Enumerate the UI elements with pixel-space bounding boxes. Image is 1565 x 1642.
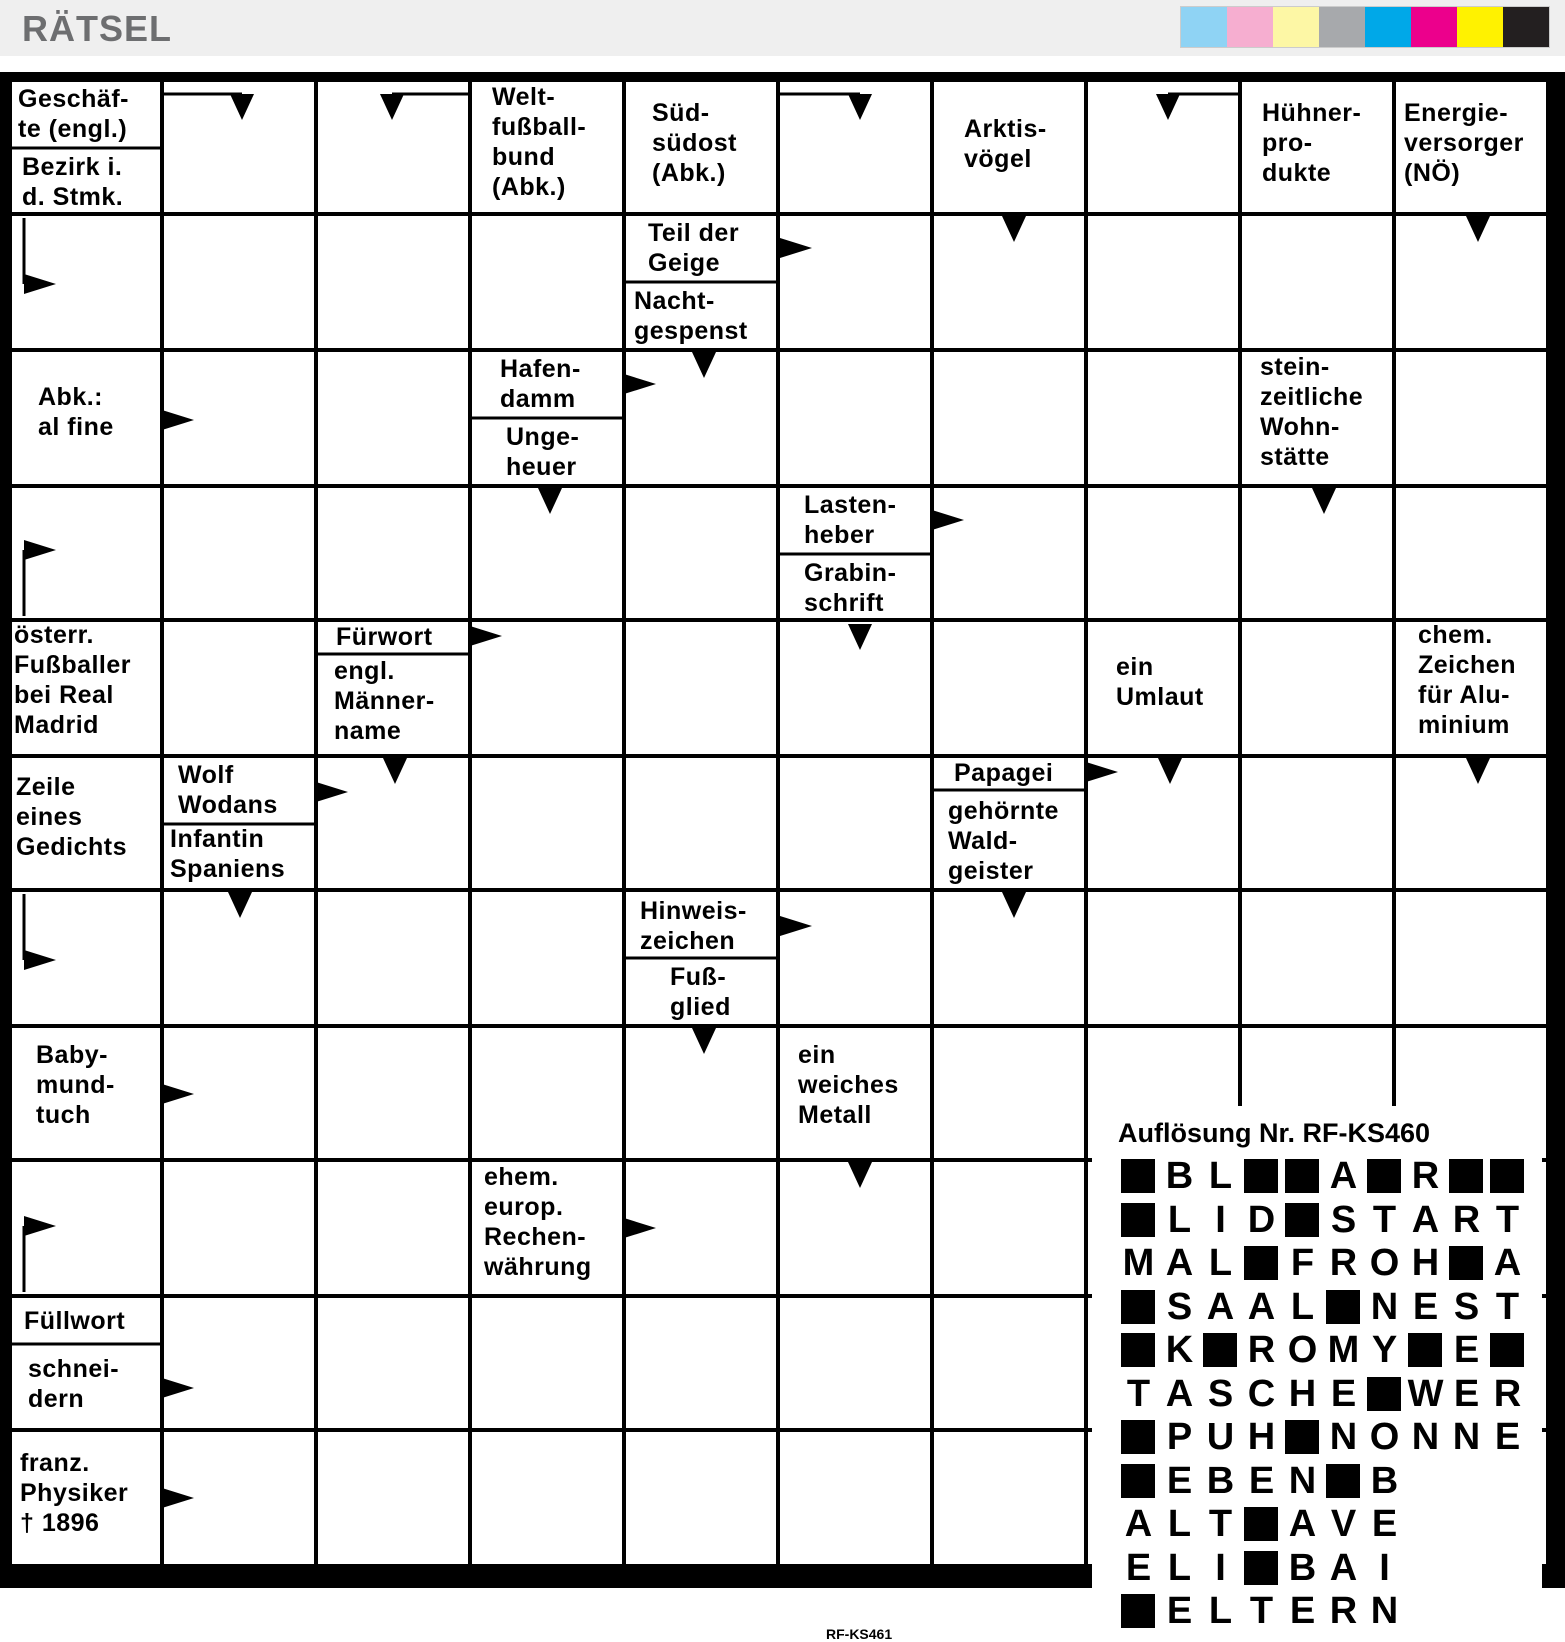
solution-letter: S — [1166, 1285, 1193, 1328]
solution-letter: R — [1411, 1155, 1440, 1197]
swatch-8 — [1503, 7, 1549, 47]
clue-infantin: Infantin Spaniens — [170, 825, 286, 883]
solution-black-cell — [1487, 1156, 1528, 1196]
solution-letter: K — [1165, 1329, 1194, 1371]
grid-cell — [318, 352, 468, 484]
solution-letter: B — [1165, 1155, 1194, 1197]
solution-letter: T — [1372, 1198, 1397, 1241]
clue-ungeheuer: Unge- heuer — [506, 423, 580, 481]
solution-letter: E — [1371, 1503, 1398, 1545]
clue-al-fine: Abk.: al fine — [38, 383, 114, 441]
swatch-4 — [1319, 7, 1365, 47]
solution-row — [1118, 1461, 1405, 1501]
clue-grabinschrift: Grabin- schrift — [804, 559, 897, 617]
solution-black-cell — [1118, 1330, 1159, 1370]
solution-letter: A — [1206, 1285, 1235, 1328]
solution-letter: O — [1369, 1416, 1400, 1458]
clue-suedsuedost: Süd- südost (Abk.) — [652, 99, 737, 187]
solution-black-cell — [1282, 1417, 1323, 1457]
grid-cell — [934, 1028, 1084, 1158]
grid-cell — [1088, 892, 1238, 1024]
grid-cell — [780, 1162, 930, 1294]
clue-zeile-gedicht: Zeile eines Gedichts — [16, 773, 127, 861]
clue-nachtgespenst: Nacht- gespenst — [634, 287, 748, 345]
solution-letter: L — [1208, 1155, 1233, 1197]
clue-waldgeister: gehörnte Wald- geister — [948, 797, 1059, 885]
grid-cell — [1396, 216, 1546, 348]
solution-letter: I — [1215, 1198, 1226, 1241]
solution-letter: H — [1411, 1242, 1440, 1284]
solution-letter: H — [1288, 1372, 1317, 1415]
solution-letter: T — [1495, 1198, 1520, 1241]
solution-letter: L — [1208, 1242, 1233, 1284]
solution-letter: A — [1411, 1198, 1440, 1241]
solution-letter: A — [1329, 1546, 1358, 1589]
solution-letter: E — [1494, 1416, 1521, 1458]
grid-cell — [1242, 622, 1392, 754]
solution-black-cell — [1241, 1243, 1282, 1283]
clue-huehnerprodukte: Hühner- pro- dukte — [1262, 99, 1362, 187]
grid-cell — [1088, 216, 1238, 348]
solution-letter: L — [1208, 1590, 1233, 1632]
solution-letter: E — [1248, 1459, 1275, 1502]
grid-cell — [626, 1298, 776, 1428]
solution-letter: A — [1329, 1155, 1358, 1197]
clue-fuerwort: Fürwort — [336, 623, 433, 651]
solution-letter: M — [1327, 1329, 1360, 1371]
solution-letter: L — [1290, 1285, 1315, 1328]
grid-cell — [164, 1298, 314, 1428]
solution-row — [1118, 1417, 1528, 1457]
solution-black-cell — [1241, 1156, 1282, 1196]
grid-cell — [1242, 892, 1392, 1024]
clue-fussglied: Fuß- glied — [670, 963, 731, 1021]
solution-letter: U — [1206, 1416, 1235, 1458]
solution-letter: E — [1453, 1329, 1480, 1371]
solution-black-cell — [1118, 1287, 1159, 1327]
grid-cell — [472, 758, 622, 888]
solution-row — [1118, 1200, 1528, 1240]
solution-letter: E — [1125, 1546, 1152, 1589]
grid-cell — [934, 216, 1084, 348]
crossword-grid — [0, 72, 1565, 1642]
solution-black-cell — [1241, 1548, 1282, 1588]
clue-papagei: Papagei — [954, 759, 1054, 787]
grid-cell — [1242, 758, 1392, 888]
solution-black-cell — [1118, 1417, 1159, 1457]
solution-black-cell — [1323, 1461, 1364, 1501]
solution-letter: R — [1329, 1590, 1358, 1632]
grid-cell — [626, 488, 776, 618]
solution-letter: T — [1249, 1590, 1274, 1632]
grid-cell — [1088, 758, 1238, 888]
grid-cell — [164, 1162, 314, 1294]
solution-letter: O — [1287, 1329, 1318, 1371]
grid-cell — [780, 1432, 930, 1564]
solution-title: Auflösung Nr. RF-KS460 — [1118, 1118, 1431, 1148]
grid-cell — [780, 352, 930, 484]
solution-letter: L — [1167, 1546, 1192, 1589]
grid-cell — [472, 892, 622, 1024]
clue-engl-maennername: engl. Männer- name — [334, 657, 435, 745]
solution-letter: V — [1330, 1503, 1357, 1545]
grid-cell — [934, 1298, 1084, 1428]
swatch-3 — [1273, 7, 1319, 47]
solution-letter: H — [1247, 1416, 1276, 1458]
grid-cell — [1088, 488, 1238, 618]
page-title: RÄTSEL — [22, 8, 172, 49]
solution-letter: A — [1247, 1285, 1276, 1328]
clue-franz-physiker: franz. Physiker † 1896 — [20, 1449, 129, 1537]
solution-letter: E — [1166, 1459, 1193, 1502]
solution-letter: A — [1124, 1503, 1153, 1545]
solution-row — [1118, 1504, 1405, 1544]
solution-letter: A — [1165, 1242, 1194, 1284]
solution-letter: L — [1167, 1198, 1192, 1241]
grid-cell — [318, 892, 468, 1024]
grid-cell — [318, 1162, 468, 1294]
clue-umlaut: ein Umlaut — [1116, 653, 1204, 711]
grid-cell — [164, 216, 314, 348]
solution-black-cell — [1446, 1156, 1487, 1196]
grid-cell — [780, 216, 930, 348]
clue-geschaefte: Geschäf- te (engl.) — [18, 85, 129, 143]
solution-row — [1118, 1548, 1405, 1588]
solution-row — [1118, 1330, 1528, 1370]
solution-black-cell — [1118, 1591, 1159, 1631]
clue-oesterr-fussballer: österr. Fußballer bei Real Madrid — [14, 621, 132, 739]
swatch-2 — [1227, 7, 1273, 47]
solution-letter: W — [1407, 1372, 1444, 1415]
grid-cell — [626, 352, 776, 484]
solution-letter: B — [1288, 1546, 1317, 1589]
clue-wolf-wodans: Wolf Wodans — [178, 761, 278, 819]
solution-letter: L — [1167, 1503, 1192, 1545]
solution-row — [1118, 1287, 1528, 1327]
solution-letter: B — [1370, 1459, 1399, 1502]
grid-cell — [318, 1298, 468, 1428]
clue-hafendamm: Hafen- damm — [500, 355, 581, 413]
solution-letter: I — [1379, 1546, 1390, 1589]
solution-letter: A — [1493, 1242, 1522, 1284]
clue-fuellwort: Füllwort — [24, 1307, 126, 1335]
solution-letter: T — [1208, 1503, 1233, 1545]
solution-black-cell — [1118, 1200, 1159, 1240]
clue-babymundtuch: Baby- mund- tuch — [36, 1041, 115, 1129]
solution-letter: N — [1370, 1285, 1399, 1328]
solution-letter: C — [1247, 1372, 1276, 1415]
grid-cell — [780, 622, 930, 754]
grid-cell — [934, 1162, 1084, 1294]
solution-letter: B — [1206, 1459, 1235, 1502]
solution-letter: I — [1215, 1546, 1226, 1589]
grid-cell — [318, 1028, 468, 1158]
grid-cell — [780, 1298, 930, 1428]
grid-cell — [934, 488, 1084, 618]
solution-letter: E — [1166, 1590, 1193, 1632]
solution-letter: S — [1330, 1198, 1357, 1241]
solution-black-cell — [1487, 1330, 1528, 1370]
grid-cell — [1088, 352, 1238, 484]
grid-cell — [318, 488, 468, 618]
grid-cell — [1396, 352, 1546, 484]
solution-letter: R — [1247, 1329, 1276, 1371]
solution-letter: R — [1329, 1242, 1358, 1284]
solution-letter: S — [1453, 1285, 1480, 1328]
solution-letter: N — [1411, 1416, 1440, 1458]
grid-cell — [626, 758, 776, 888]
clue-lastenheber: Lasten- heber — [804, 491, 897, 549]
solution-letter: N — [1288, 1459, 1317, 1502]
clue-rechenwaehrung: ehem. europ. Rechen- währung — [484, 1163, 592, 1281]
solution-letter: E — [1453, 1372, 1480, 1415]
solution-letter: N — [1370, 1590, 1399, 1632]
clue-weiches-metall: ein weiches Metall — [798, 1041, 899, 1129]
grid-cell — [934, 1432, 1084, 1564]
solution-black-cell — [1446, 1243, 1487, 1283]
grid-cell — [1242, 488, 1392, 618]
solution-letter: N — [1329, 1416, 1358, 1458]
clue-bezirk: Bezirk i. d. Stmk. — [22, 153, 124, 211]
solution-letter: S — [1207, 1372, 1234, 1415]
swatch-5 — [1365, 7, 1411, 47]
solution-letter: P — [1166, 1416, 1193, 1458]
solution-black-cell — [1282, 1200, 1323, 1240]
solution-letter: E — [1289, 1590, 1316, 1632]
clue-schneidern: schnei- dern — [28, 1355, 120, 1413]
clue-hinweiszeichen: Hinweis- zeichen — [640, 897, 747, 955]
grid-cell — [780, 892, 930, 1024]
solution-black-cell — [1323, 1287, 1364, 1327]
grid-cell — [164, 622, 314, 754]
grid-cell — [472, 1432, 622, 1564]
clue-aluminium: chem. Zeichen für Alu- minium — [1418, 621, 1516, 739]
grid-cell — [1396, 892, 1546, 1024]
solution-row — [1118, 1243, 1528, 1283]
clue-weltfussballbund: Welt- fußball- bund (Abk.) — [492, 83, 587, 201]
solution-black-cell — [1282, 1156, 1323, 1196]
swatch-6 — [1411, 7, 1457, 47]
grid-cell — [626, 1432, 776, 1564]
solution-letter: R — [1493, 1372, 1522, 1415]
solution-letter: O — [1369, 1242, 1400, 1284]
puzzle-code: RF-KS461 — [826, 1626, 893, 1642]
solution-black-cell — [1118, 1156, 1159, 1196]
clue-arktisvoegel: Arktis- vögel — [964, 115, 1047, 173]
grid-cell — [318, 1432, 468, 1564]
clue-teil-der-geige: Teil der Geige — [648, 219, 740, 277]
grid-cell — [472, 622, 622, 754]
solution-letter: N — [1452, 1416, 1481, 1458]
swatch-7 — [1457, 7, 1503, 47]
solution-letter: T — [1495, 1285, 1520, 1328]
solution-letter: D — [1247, 1198, 1276, 1241]
swatch-1 — [1181, 7, 1227, 47]
solution-letter: Y — [1371, 1329, 1398, 1371]
color-calibration-bar — [1180, 6, 1550, 48]
solution-row — [1118, 1156, 1528, 1196]
grid-cell — [472, 1028, 622, 1158]
grid-cell — [1242, 216, 1392, 348]
solution-black-cell — [1364, 1156, 1405, 1196]
grid-cell — [472, 216, 622, 348]
solution-black-cell — [1405, 1330, 1446, 1370]
solution-letter: A — [1288, 1503, 1317, 1545]
grid-cell — [626, 622, 776, 754]
grid-cell — [318, 216, 468, 348]
grid-cell — [1396, 758, 1546, 888]
solution-letter: R — [1452, 1198, 1481, 1241]
solution-black-cell — [1200, 1330, 1241, 1370]
solution-letter: E — [1330, 1372, 1357, 1415]
solution-letter: E — [1412, 1285, 1439, 1328]
solution-row — [1118, 1374, 1528, 1414]
clue-steinzeitliche-wohnstaette: stein- zeitliche Wohn- stätte — [1260, 353, 1364, 471]
grid-cell — [780, 758, 930, 888]
solution-row — [1118, 1591, 1405, 1631]
grid-cell — [934, 892, 1084, 1024]
grid-cell — [164, 488, 314, 618]
solution-panel — [1092, 1106, 1542, 1634]
header-bar — [0, 0, 1565, 56]
grid-cell — [934, 352, 1084, 484]
solution-black-cell — [1364, 1374, 1405, 1414]
grid-cell — [472, 1298, 622, 1428]
solution-letter: M — [1122, 1242, 1155, 1284]
solution-letter: A — [1165, 1372, 1194, 1415]
clue-energieversorger: Energie- versorger (NÖ) — [1404, 99, 1524, 187]
grid-cell — [934, 622, 1084, 754]
solution-letter: F — [1290, 1242, 1315, 1284]
solution-letter: T — [1126, 1372, 1151, 1415]
solution-black-cell — [1118, 1461, 1159, 1501]
solution-black-cell — [1241, 1504, 1282, 1544]
grid-cell — [1396, 488, 1546, 618]
